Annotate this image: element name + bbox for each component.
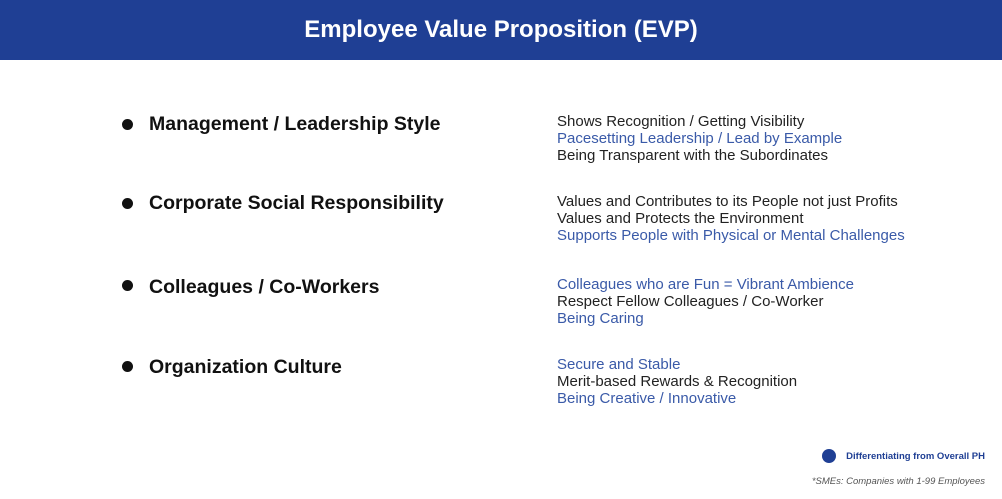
detail-line: Secure and Stable bbox=[557, 356, 681, 373]
row-details bbox=[557, 193, 905, 244]
bullet-icon bbox=[122, 198, 133, 209]
footnote: *SMEs: Companies with 1-99 Employees bbox=[811, 476, 985, 487]
detail-line: Pacesetting Leadership / Lead by Example bbox=[557, 130, 843, 147]
bullet-icon bbox=[122, 361, 133, 372]
detail-line: Shows Recognition / Getting Visibility bbox=[557, 113, 805, 130]
row-label: Management / Leadership Style bbox=[149, 113, 441, 135]
detail-line: Respect Fellow Colleagues / Co-Worker bbox=[557, 293, 824, 310]
detail-line: Being Creative / Innovative bbox=[557, 390, 737, 407]
page-title: Employee Value Proposition (EVP) bbox=[304, 16, 698, 43]
row-label: Organization Culture bbox=[149, 356, 342, 378]
legend bbox=[822, 449, 985, 463]
row-details bbox=[557, 113, 842, 164]
detail-line: Colleagues who are Fun = Vibrant Ambience bbox=[557, 276, 854, 293]
detail-line: Values and Protects the Environment bbox=[557, 210, 804, 227]
detail-line: Being Transparent with the Subordinates bbox=[557, 147, 829, 164]
detail-line: Supports People with Physical or Mental Challenges bbox=[557, 227, 905, 244]
row-details bbox=[557, 276, 854, 327]
detail-line: Merit-based Rewards & Recognition bbox=[557, 373, 798, 390]
row-label: Colleagues / Co-Workers bbox=[149, 276, 380, 298]
detail-line: Values and Contributes to its People not just Profits bbox=[557, 193, 898, 210]
detail-line: Being Caring bbox=[557, 310, 644, 327]
bullet-icon bbox=[122, 280, 133, 291]
bullet-icon bbox=[122, 119, 133, 130]
row-details bbox=[557, 356, 797, 407]
header-bar bbox=[0, 0, 1002, 60]
row-label: Corporate Social Responsibility bbox=[149, 192, 444, 214]
legend-label: Differentiating from Overall PH bbox=[846, 450, 985, 462]
legend-dot-icon bbox=[822, 449, 836, 463]
